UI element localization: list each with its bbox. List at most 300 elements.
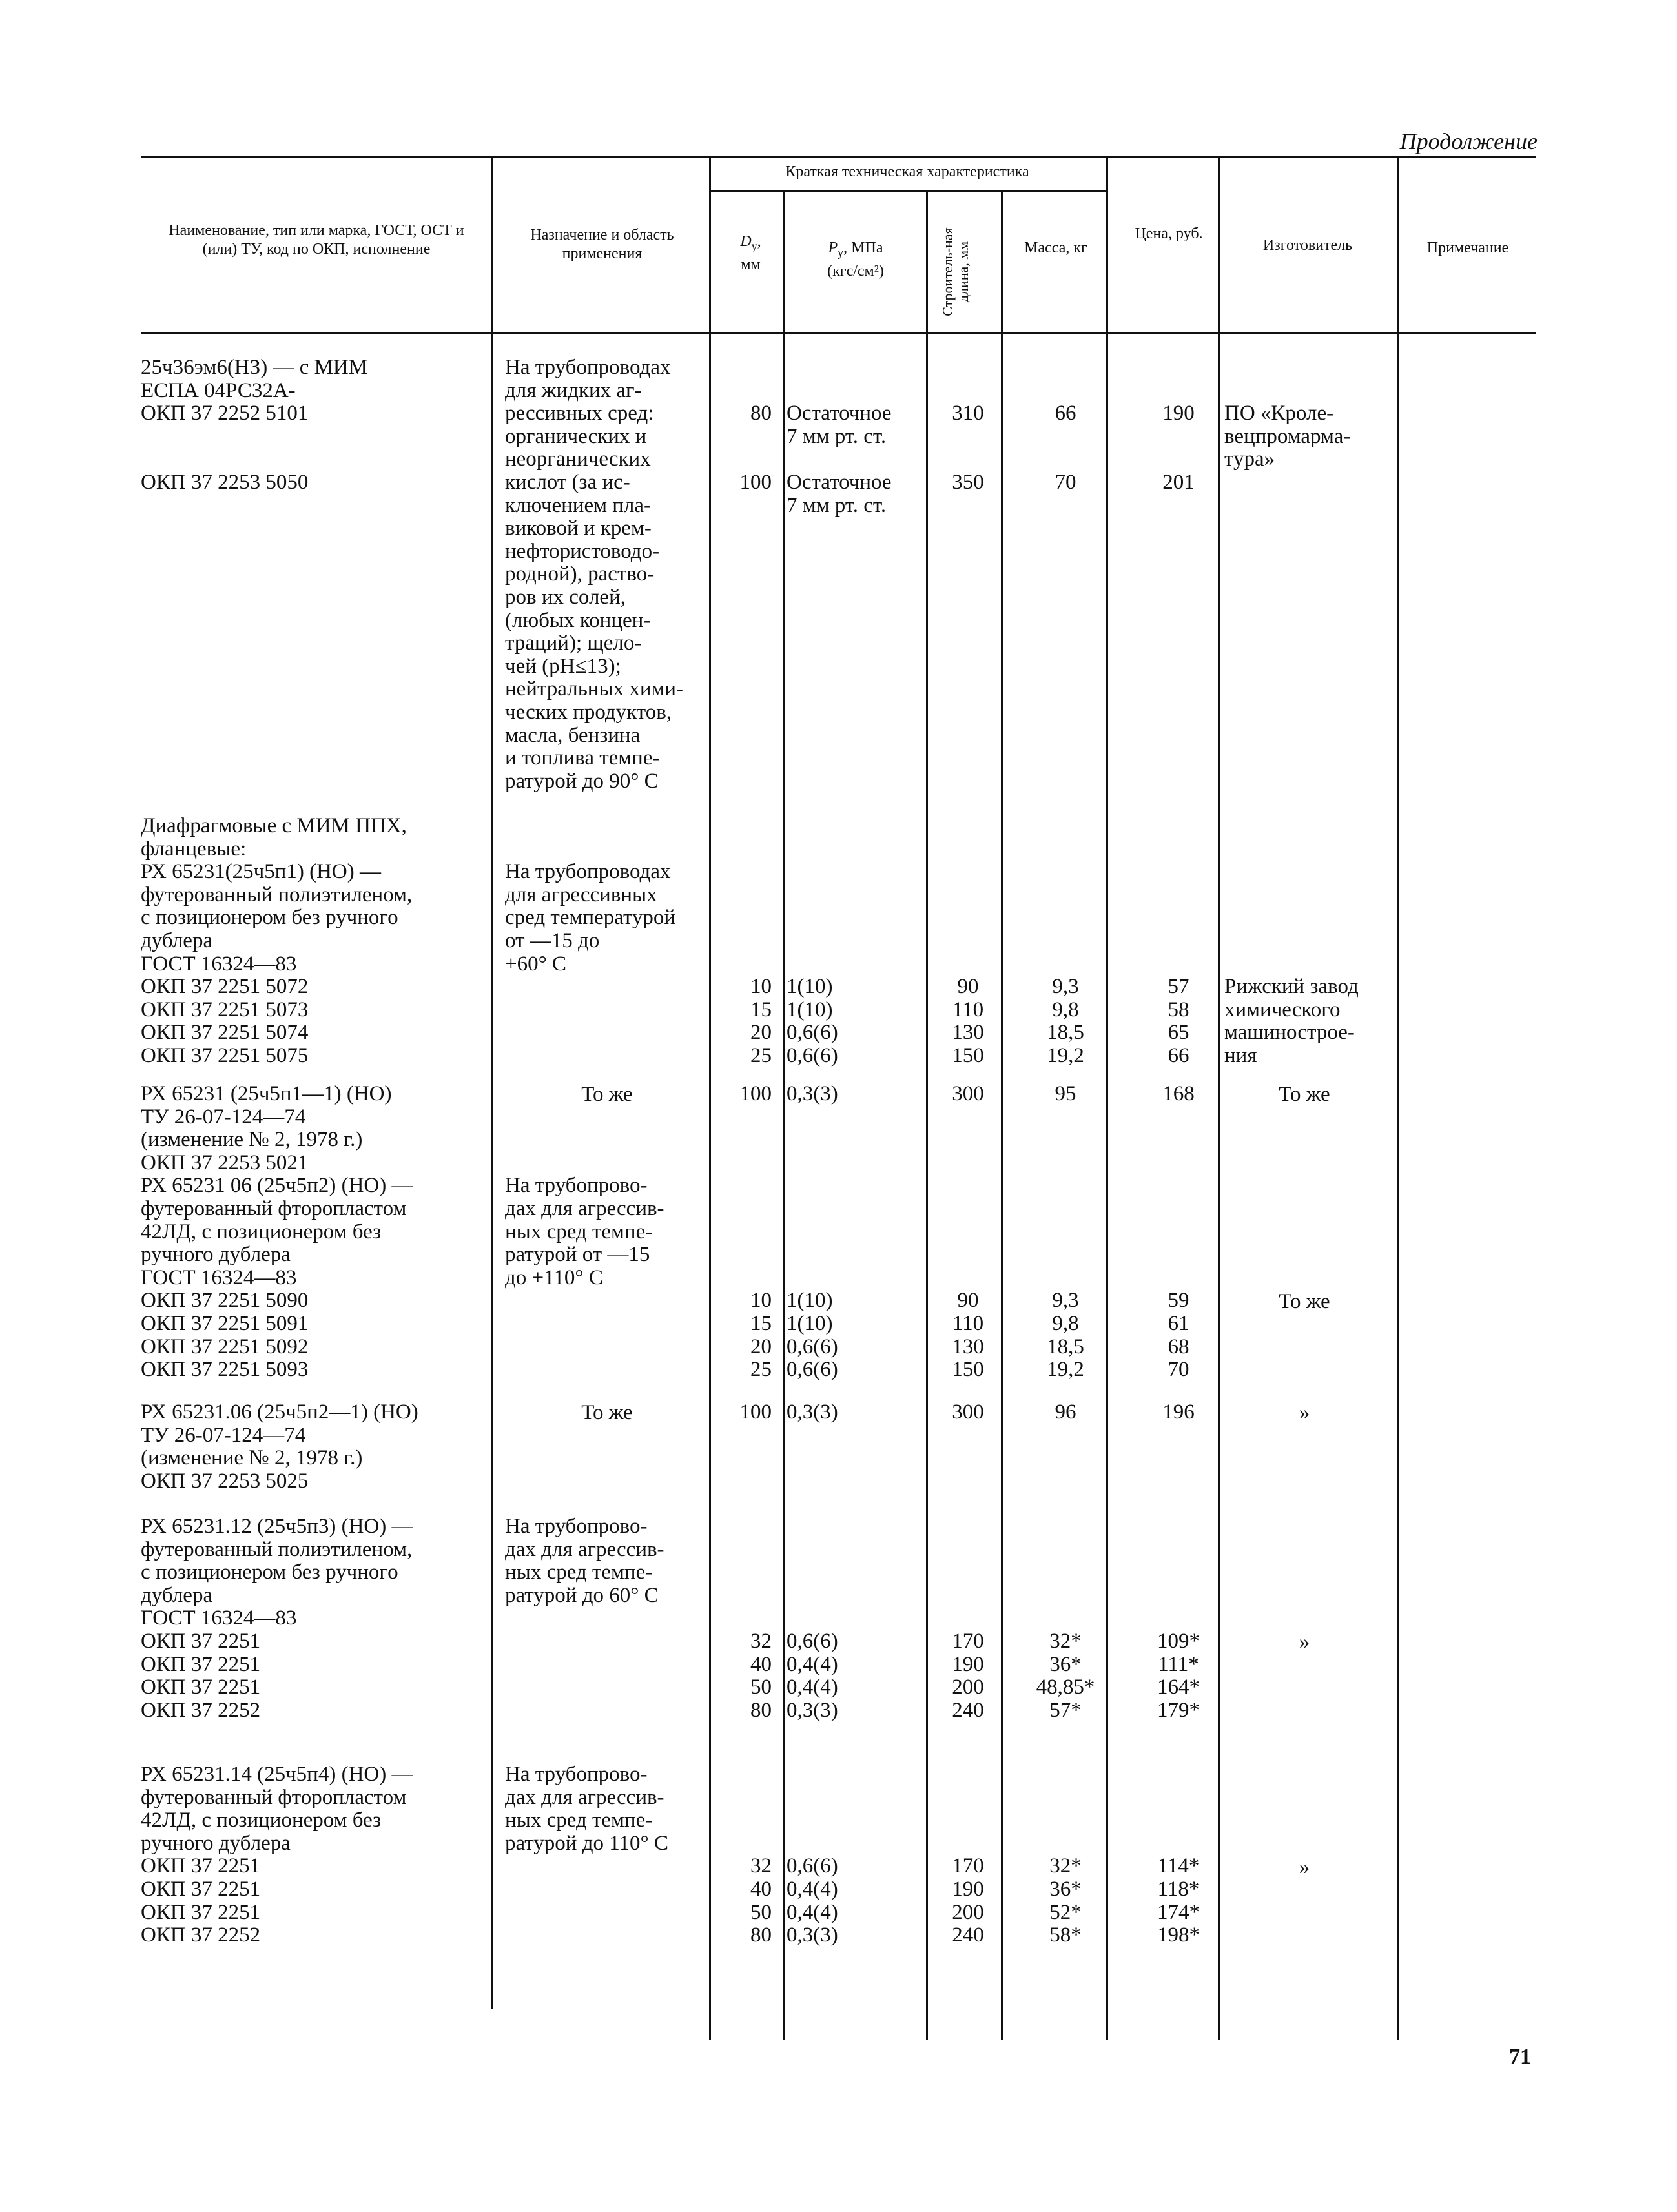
block4-maker-ditto: » (1299, 1401, 1310, 1424)
name-line: (изменение № 2, 1978 г.) (141, 1446, 363, 1470)
length-value: 150 (952, 1358, 984, 1382)
mass-value (1017, 1198, 1114, 1221)
length-value (930, 356, 1006, 380)
py-value: 1(10) (787, 975, 833, 999)
mass-value: 32* (1049, 1629, 1082, 1653)
dy-value (720, 815, 772, 838)
length-value: 130 (952, 1335, 984, 1358)
dy-value (720, 930, 772, 953)
price-value: 57 (1168, 975, 1189, 999)
purpose-line: кислот (за ис- (505, 470, 630, 494)
purpose-line: нейтральных хими- (505, 677, 684, 701)
length-value (930, 884, 1006, 907)
price-value (1133, 906, 1224, 930)
name-line: ОКП 37 2253 5050 (141, 470, 309, 494)
mass-value (1017, 884, 1114, 907)
py-value (787, 930, 929, 953)
header-maker: Изготовитель (1262, 237, 1353, 254)
price-value (1133, 425, 1224, 449)
dy-value: 15 (750, 1311, 772, 1335)
price-value: 190 (1162, 402, 1195, 425)
length-value (930, 1832, 1006, 1856)
py-value (787, 1607, 929, 1630)
length-value: 190 (952, 1652, 984, 1676)
maker-line: вецпромарма- (1224, 424, 1351, 448)
length-value (930, 838, 1006, 861)
maker-line: ния (1224, 1043, 1257, 1067)
price-value (1133, 1152, 1224, 1175)
mass-value (1017, 930, 1114, 953)
block3-name (141, 1083, 489, 1382)
dy-value (720, 953, 772, 976)
name-line: Диафрагмовые с МИМ ППХ, (141, 814, 407, 837)
dy-value: 80 (750, 1923, 772, 1947)
dy-value: 15 (750, 998, 772, 1021)
dy-value: 25 (750, 1358, 772, 1382)
maker-line (1224, 953, 1399, 976)
price-value (1133, 1763, 1224, 1787)
block3-price (1133, 1083, 1224, 1382)
price-value (1133, 356, 1224, 380)
dy-value: 40 (750, 1877, 772, 1901)
purpose-line: и топлива темпе- (505, 746, 660, 770)
purpose-line: ратурой до 60° С (505, 1583, 659, 1607)
mass-value: 19,2 (1047, 1043, 1084, 1067)
py-value (787, 838, 929, 861)
dy-value (720, 1129, 772, 1152)
price-value (1133, 1561, 1224, 1584)
length-value (930, 1267, 1006, 1290)
mass-value: 9,8 (1052, 1311, 1079, 1335)
py-value: 0,6(6) (787, 1629, 838, 1653)
price-value: 196 (1162, 1400, 1195, 1424)
py-value: 1(10) (787, 1311, 833, 1335)
dy-value: 10 (750, 1289, 772, 1313)
py-value: 0,3(3) (787, 1082, 838, 1105)
block3-purpose-same: То же (581, 1083, 633, 1106)
dy-value: 80 (750, 402, 772, 425)
py-value: Остаточное (787, 470, 892, 494)
price-value: 201 (1162, 470, 1195, 494)
py-unit: , МПа (843, 240, 883, 256)
name-line: футерованный полиэтиленом, (141, 883, 413, 906)
block4-length (930, 1401, 1006, 1424)
length-value (930, 1244, 1006, 1267)
block1-dy (720, 356, 772, 495)
dy-value (720, 1561, 772, 1584)
block3-length (930, 1083, 1006, 1382)
price-value: 168 (1162, 1082, 1195, 1105)
length-value (930, 380, 1006, 403)
dy-value (720, 1584, 772, 1608)
mass-value: 70 (1055, 470, 1076, 494)
name-line: ручного дублера (141, 1831, 291, 1855)
block1-name (141, 356, 489, 495)
price-value: 70 (1168, 1358, 1189, 1382)
py-value: 0,4(4) (787, 1877, 838, 1901)
block2-dy (720, 815, 772, 1068)
py-value (787, 1106, 929, 1129)
py-value: 7 мм рт. ст. (787, 493, 887, 517)
dy-value (720, 1221, 772, 1244)
mass-value: 18,5 (1047, 1021, 1084, 1045)
price-value: 179* (1157, 1698, 1200, 1722)
header-bottom-rule (141, 332, 1536, 334)
name-line: ОКП 37 2251 (141, 1675, 261, 1699)
name-line: футерованный фторопластом (141, 1196, 407, 1220)
name-line: дублера (141, 1583, 213, 1607)
name-line: РХ 65231.14 (25ч5п4) (НО) — (141, 1763, 413, 1786)
block3-dy (720, 1083, 772, 1382)
name-line: ОКП 37 2253 5021 (141, 1151, 309, 1174)
block6-purpose (505, 1763, 712, 1855)
block2-length (930, 815, 1006, 1068)
name-line: ОКП 37 2251 (141, 1877, 261, 1901)
continuation-label: Продолжение (1399, 128, 1538, 154)
purpose-line: На трубопроводах (505, 860, 671, 884)
block1-price (1133, 356, 1224, 495)
py-value: 0,4(4) (787, 1652, 838, 1676)
name-line: ОКП 37 2252 (141, 1923, 261, 1947)
price-value (1133, 448, 1224, 471)
mass-value (1017, 1787, 1114, 1810)
length-value (930, 1174, 1006, 1198)
py-value: 0,6(6) (787, 1854, 838, 1878)
price-value (1133, 1607, 1224, 1630)
price-value (1133, 930, 1224, 953)
dy-value: 80 (750, 1698, 772, 1722)
maker-line (1224, 906, 1399, 930)
name-line: РХ 65231 06 (25ч5п2) (НО) — (141, 1174, 413, 1198)
block3-purpose (505, 1083, 712, 1289)
length-value: 170 (952, 1629, 984, 1653)
purpose-line: дах для агрессив- (505, 1537, 664, 1561)
mass-value (1017, 1832, 1114, 1856)
name-line: (изменение № 2, 1978 г.) (141, 1128, 363, 1152)
name-line: футерованный полиэтиленом, (141, 1537, 413, 1561)
price-value (1133, 1832, 1224, 1856)
block2-mass (1017, 815, 1114, 1068)
length-value: 240 (952, 1698, 984, 1722)
dy-value: 32 (750, 1629, 772, 1653)
py-value (787, 356, 929, 380)
name-line: ЕСПА 04РС32А- (141, 378, 296, 402)
name-line: дублера (141, 928, 213, 952)
length-value (930, 1106, 1006, 1129)
py-value (787, 1787, 929, 1810)
py-value: 0,3(3) (787, 1923, 838, 1947)
name-line: 42ЛД, с позиционером без (141, 1808, 382, 1832)
purpose-line: На трубопрово- (505, 1763, 648, 1786)
name-line: ОКП 37 2251 5090 (141, 1289, 309, 1313)
py-value: 0,3(3) (787, 1698, 838, 1722)
name-line: ОКП 37 2251 (141, 1900, 261, 1924)
length-value: 310 (952, 402, 984, 425)
price-value (1133, 1221, 1224, 1244)
py-value (787, 380, 929, 403)
price-value (1133, 1198, 1224, 1221)
purpose-line (505, 1083, 712, 1106)
length-value: 350 (952, 470, 984, 494)
length-value: 240 (952, 1923, 984, 1947)
purpose-line (505, 815, 712, 838)
block5-length (930, 1515, 1006, 1722)
maker-line (1224, 815, 1399, 838)
dy-value (720, 884, 772, 907)
py-value: 7 мм рт. ст. (787, 424, 887, 448)
mass-value (1017, 1515, 1114, 1539)
py-value (787, 1561, 929, 1584)
mass-value (1017, 838, 1114, 861)
py-value (787, 861, 929, 884)
name-line: 25ч36эм6(НЗ) — с МИМ (141, 356, 368, 379)
name-line: ОКП 37 2251 5093 (141, 1358, 309, 1382)
block4-py (787, 1401, 929, 1424)
length-value (930, 1584, 1006, 1608)
py-value (787, 1244, 929, 1267)
length-value: 150 (952, 1043, 984, 1067)
maker-line: химического (1224, 998, 1341, 1021)
price-value: 58 (1168, 998, 1189, 1021)
purpose-line: от —15 до (505, 928, 600, 952)
py-value (787, 906, 929, 930)
price-value (1133, 1584, 1224, 1608)
mass-value: 36* (1049, 1877, 1082, 1901)
length-value: 130 (952, 1021, 984, 1045)
price-value (1133, 1244, 1224, 1267)
block3-mass (1017, 1083, 1114, 1382)
dy-value (720, 448, 772, 471)
block6-length (930, 1763, 1006, 1947)
price-value: 66 (1168, 1043, 1189, 1067)
price-value: 118* (1157, 1877, 1200, 1901)
length-value (930, 1607, 1006, 1630)
name-line: ОКП 37 2251 5072 (141, 975, 309, 999)
block2-maker (1224, 815, 1399, 1068)
py-value (787, 448, 929, 471)
purpose-line: ческих продуктов, (505, 700, 672, 724)
price-value (1133, 380, 1224, 403)
name-line (141, 448, 489, 471)
price-value: 68 (1168, 1335, 1189, 1358)
mass-value: 36* (1049, 1652, 1082, 1676)
price-value (1133, 815, 1224, 838)
name-line: фланцевые: (141, 837, 247, 861)
name-line: ОКП 37 2251 5075 (141, 1043, 309, 1067)
dy-value: 100 (739, 1400, 772, 1424)
mass-value (1017, 1584, 1114, 1608)
dy-value (720, 1267, 772, 1290)
dy-value (720, 1832, 772, 1856)
mass-value: 32* (1049, 1854, 1082, 1878)
maker-line: машинострое- (1224, 1021, 1355, 1045)
mass-value: 18,5 (1047, 1335, 1084, 1358)
price-value: 61 (1168, 1311, 1189, 1335)
length-value: 90 (957, 975, 979, 999)
purpose-line: ных сред темпе- (505, 1808, 653, 1832)
py-value: 1(10) (787, 998, 833, 1021)
mass-value: 48,85* (1036, 1675, 1095, 1699)
purpose-line: (любых концен- (505, 608, 651, 632)
block3-maker-same: То же (1279, 1083, 1330, 1106)
price-value (1133, 838, 1224, 861)
purpose-line: органических и (505, 424, 647, 448)
purpose-line: виковой и крем- (505, 517, 652, 540)
purpose-line: ных сред темпе- (505, 1561, 653, 1584)
py-value: 0,3(3) (787, 1400, 838, 1424)
purpose-line: до +110° С (505, 1265, 603, 1289)
length-value: 200 (952, 1900, 984, 1924)
mass-value (1017, 953, 1114, 976)
name-line: ОКП 37 2251 (141, 1629, 261, 1653)
py-value (787, 1832, 929, 1856)
mass-value: 19,2 (1047, 1358, 1084, 1382)
purpose-line: рессивных сред: (505, 402, 654, 425)
maker-line: тура» (1224, 447, 1275, 471)
py-value: 0,6(6) (787, 1043, 838, 1067)
length-value (930, 1152, 1006, 1175)
length-value (930, 448, 1006, 471)
py-value (787, 1198, 929, 1221)
length-value (930, 861, 1006, 884)
dy-value (720, 1198, 772, 1221)
py-value (787, 1267, 929, 1290)
purpose-line: ратурой до 90° С (505, 769, 659, 793)
block5-maker-ditto: » (1299, 1630, 1310, 1654)
name-line (141, 425, 489, 449)
py-value (787, 1221, 929, 1244)
name-line: РХ 65231.06 (25ч5п2—1) (НО) (141, 1400, 418, 1424)
length-value (930, 1515, 1006, 1539)
dy-value (720, 356, 772, 380)
purpose-line (505, 1152, 712, 1175)
dy-value (720, 1106, 772, 1129)
block4-mass (1017, 1401, 1114, 1424)
length-value (930, 906, 1006, 930)
dy-symbol: D (740, 233, 752, 250)
mass-value (1017, 1763, 1114, 1787)
purpose-line: +60° С (505, 952, 567, 976)
dy-subscript: у (751, 239, 757, 252)
dy-value (720, 380, 772, 403)
dy-value: 10 (750, 975, 772, 999)
dy-value (720, 1244, 772, 1267)
purpose-line (505, 1106, 712, 1129)
name-line: РХ 65231 (25ч5п1—1) (НО) (141, 1082, 392, 1105)
block4-purpose-same: То же (581, 1401, 633, 1424)
price-value (1133, 953, 1224, 976)
price-value: 65 (1168, 1021, 1189, 1045)
mass-value (1017, 1174, 1114, 1198)
dy-value: 25 (750, 1043, 772, 1067)
py-value: 1(10) (787, 1289, 833, 1313)
length-value: 200 (952, 1675, 984, 1699)
length-value (930, 1561, 1006, 1584)
purpose-line: масла, бензина (505, 723, 641, 747)
block5-price (1133, 1515, 1224, 1722)
py-value (787, 1809, 929, 1832)
mass-value: 96 (1055, 1400, 1076, 1424)
block3-py (787, 1083, 929, 1382)
dy-value (720, 1539, 772, 1562)
mass-value (1017, 906, 1114, 930)
py-value: 0,6(6) (787, 1358, 838, 1382)
purpose-line: родной), раство- (505, 562, 655, 586)
mass-value (1017, 861, 1114, 884)
mass-value (1017, 448, 1114, 471)
block5-name (141, 1515, 489, 1722)
block6-dy (720, 1763, 772, 1947)
price-value: 114* (1157, 1854, 1200, 1878)
mass-value (1017, 380, 1114, 403)
name-line: ОКП 37 2253 5025 (141, 1469, 309, 1493)
purpose-line: ров их солей, (505, 585, 626, 609)
purpose-line: На трубопрово- (505, 1515, 648, 1538)
header-py (787, 239, 925, 281)
purpose-line: для агрессивных (505, 883, 657, 906)
length-value: 90 (957, 1289, 979, 1313)
mass-value: 9,8 (1052, 998, 1079, 1021)
block3-maker-same-2: То же (1279, 1290, 1330, 1313)
purpose-line: ключением пла- (505, 493, 652, 517)
name-line: ГОСТ 16324—83 (141, 952, 297, 976)
dy-value: 50 (750, 1675, 772, 1699)
py-value (787, 1515, 929, 1539)
length-value (930, 930, 1006, 953)
name-line: с позиционером без ручного (141, 906, 398, 930)
mass-value (1017, 1244, 1114, 1267)
name-line: ТУ 26-07-124—74 (141, 1105, 306, 1129)
length-value (930, 1221, 1006, 1244)
purpose-line: На трубопрово- (505, 1174, 648, 1198)
price-value (1133, 1129, 1224, 1152)
mass-value (1017, 1267, 1114, 1290)
py-value: 0,6(6) (787, 1021, 838, 1045)
mass-value: 52* (1049, 1900, 1082, 1924)
block6-mass (1017, 1763, 1114, 1947)
block2-purpose (505, 815, 712, 976)
length-value: 300 (952, 1082, 984, 1105)
py-value: 0,6(6) (787, 1335, 838, 1358)
block6-name (141, 1763, 489, 1947)
py-value (787, 1129, 929, 1152)
name-line: ГОСТ 16324—83 (141, 1606, 297, 1630)
dy-value (720, 906, 772, 930)
mass-value: 95 (1055, 1082, 1076, 1105)
dy-value: 100 (739, 470, 772, 494)
dy-value (720, 1152, 772, 1175)
py-value (787, 953, 929, 976)
purpose-line: ратурой от —15 (505, 1243, 650, 1267)
purpose-line: дах для агрессив- (505, 1785, 664, 1809)
maker-line: ПО «Кроле- (1224, 402, 1334, 425)
price-value: 164* (1157, 1675, 1200, 1699)
name-line: ТУ 26-07-124—74 (141, 1423, 306, 1447)
dy-value: 32 (750, 1854, 772, 1878)
dy-value: 50 (750, 1900, 772, 1924)
dy-value (720, 1787, 772, 1810)
mass-value (1017, 815, 1114, 838)
py-value (787, 1539, 929, 1562)
mass-value (1017, 1539, 1114, 1562)
length-value (930, 1763, 1006, 1787)
header-tech: Краткая техническая характеристика (785, 163, 1029, 180)
name-line: ОКП 37 2251 5091 (141, 1311, 309, 1335)
price-value: 59 (1168, 1289, 1189, 1313)
name-line: ОКП 37 2251 5073 (141, 998, 309, 1021)
dy-value (720, 838, 772, 861)
block5-mass (1017, 1515, 1114, 1722)
